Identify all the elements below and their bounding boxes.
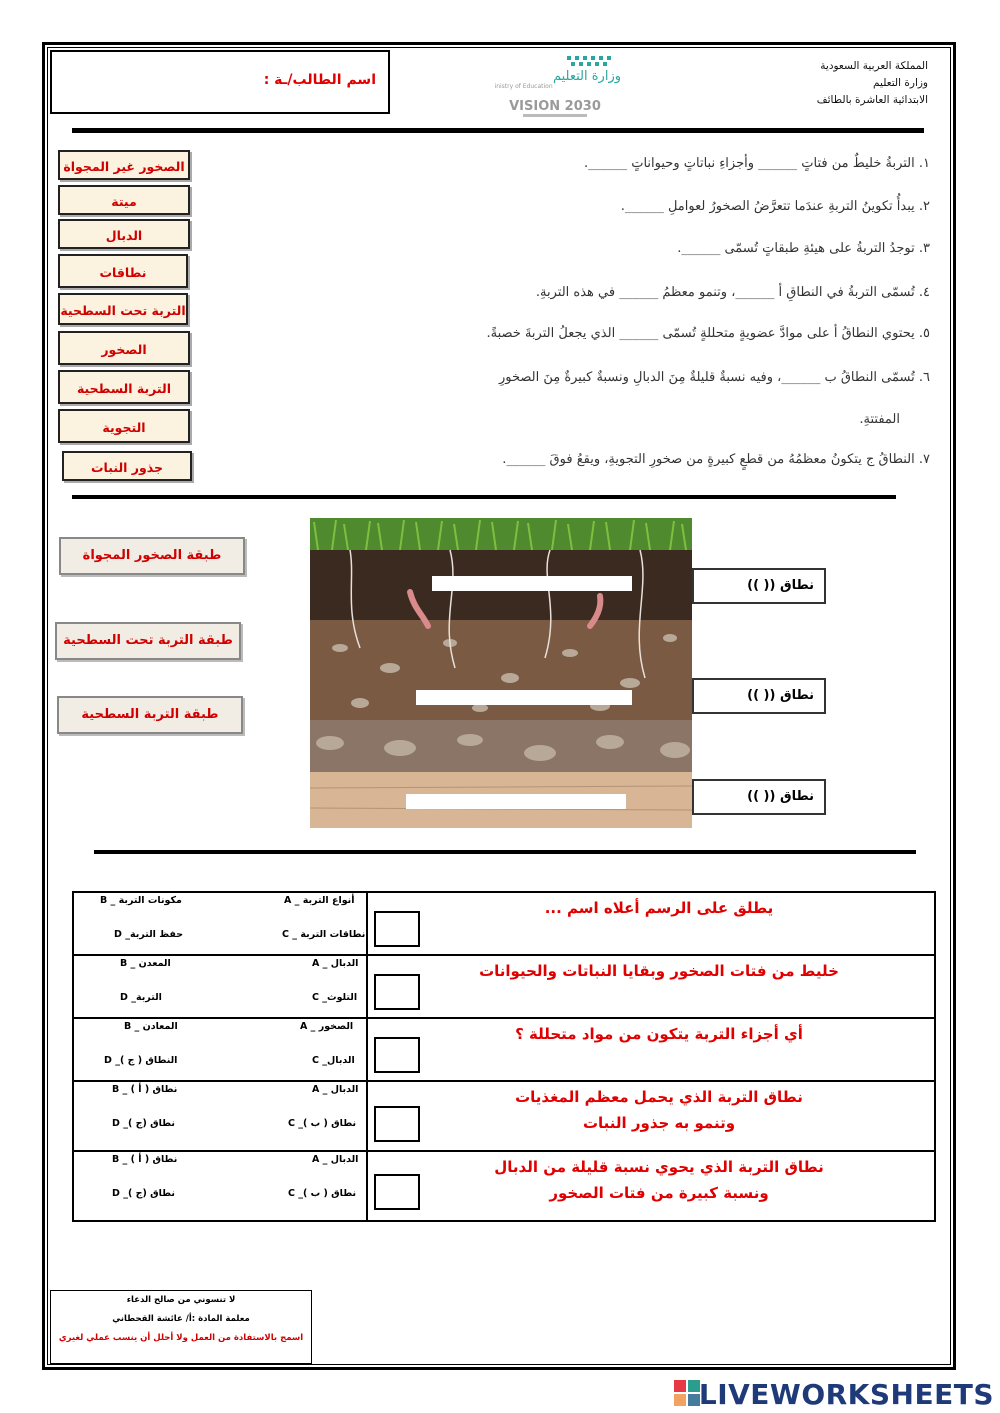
- option-b[interactable]: B _ المعادن: [124, 1021, 178, 1032]
- mcq-options: [73, 1151, 367, 1221]
- option-d[interactable]: D _حفظ التربة: [114, 929, 184, 940]
- layer-label-draggable[interactable]: طبقة التربة السطحية: [57, 696, 243, 734]
- word-bank-item[interactable]: جذور النبات: [62, 451, 192, 481]
- fill-question-5: ٥. يحتوي النطاقُ أ على موادَّ عضويةٍ متحللةٍ تُسمّى ______ الذي يجعلُ التربةَ خصبةً.: [486, 326, 930, 341]
- option-c[interactable]: C _التلوث: [312, 992, 358, 1003]
- mcq-row: [73, 1151, 935, 1221]
- logo-vision: VISION 2030: [509, 99, 601, 114]
- fill-question-2: ٢. يبدأُ تكوينُ التربةِ عندَما تتعرَّضُ الصخورُ لعواملِ ______.: [620, 199, 930, 214]
- fill-question-6-cont: المفتتةِ.: [859, 412, 900, 427]
- mcq-question-cell: [367, 1151, 935, 1221]
- answer-box[interactable]: [374, 1174, 420, 1210]
- student-name-box[interactable]: [50, 50, 390, 114]
- header-school-info: [817, 58, 928, 109]
- layer-label-draggable[interactable]: طبقة الصخور المجواة: [59, 537, 245, 575]
- mcq-options: [73, 892, 367, 955]
- mcq-question-cell: [367, 1018, 935, 1081]
- teacher-footer: [50, 1290, 312, 1364]
- mcq-row: [73, 955, 935, 1018]
- option-a[interactable]: A _ أنواع التربة: [284, 895, 355, 906]
- fill-question-7: ٧. النطاقُ ج يتكونُ معظمُهُ من قطعٍ كبيرةٍ من صخورِ التجويةِ، ويقعُ فوقَ ______.: [502, 452, 930, 467]
- word-bank-item[interactable]: التربة تحت السطحية: [58, 293, 188, 325]
- option-c[interactable]: C _الدبال: [312, 1055, 355, 1066]
- kingdom-text: المملكة العربية السعودية: [820, 60, 928, 72]
- word-bank-item[interactable]: الصخور: [58, 331, 190, 365]
- footer-dua: لا تنسوني من صالح الدعاء: [126, 1295, 236, 1305]
- zone-label-c[interactable]: نطاق (( )): [692, 779, 826, 815]
- liveworksheets-logo-icon: [674, 1380, 700, 1406]
- divider-1: [72, 128, 924, 133]
- mcq-question-cell: [367, 1081, 935, 1151]
- logo-ministry-en: Ministry of Education: [495, 83, 553, 90]
- answer-box[interactable]: [374, 1037, 420, 1073]
- word-bank-item[interactable]: الدبال: [58, 219, 190, 249]
- ministry-logo: [495, 52, 630, 122]
- word-bank-item[interactable]: الصخور غير المجواة: [58, 150, 190, 180]
- option-c[interactable]: C _نطاق ( ب ): [288, 1188, 357, 1199]
- mcq-question-cell: [367, 892, 935, 955]
- answer-blank-zone-c[interactable]: [406, 794, 626, 809]
- mcq-row: [73, 1081, 935, 1151]
- word-bank-item[interactable]: نطاقات: [58, 254, 188, 288]
- mcq-question: أي أجزاء التربة يتكون من مواد متحللة ؟: [515, 1025, 803, 1043]
- mcq-options: [73, 955, 367, 1018]
- fill-question-1: ١. التربةُ خليطٌ من فتاتٍ ______ وأجزاءِ نباتاتٍ وحيواناتٍ ______.: [583, 156, 930, 171]
- divider-2: [72, 495, 896, 499]
- option-c[interactable]: C _ نطاقات التربة: [282, 929, 366, 940]
- option-a[interactable]: A _ الدبال: [312, 958, 359, 969]
- option-b[interactable]: B _ المعدن: [120, 958, 171, 969]
- answer-box[interactable]: [374, 974, 420, 1010]
- answer-blank-zone-a[interactable]: [432, 576, 632, 591]
- logo-ministry-ar: وزارة التعليم: [552, 69, 622, 84]
- ministry-text: وزارة التعليم: [873, 77, 928, 89]
- mcq-table: [72, 891, 936, 1222]
- option-a[interactable]: A _ الدبال: [312, 1084, 359, 1095]
- option-d[interactable]: D _التربة: [120, 992, 162, 1003]
- option-a[interactable]: A _ الصخور: [300, 1021, 354, 1032]
- option-d[interactable]: D _نطاق (ج ): [112, 1118, 175, 1129]
- mcq-row: [73, 892, 935, 955]
- soil-profile-image: [310, 518, 692, 828]
- option-d[interactable]: D _النطاق ( ج ): [104, 1055, 178, 1066]
- fill-question-3: ٣. توجدُ التربةُ على هيئةِ طبقاتٍ تُسمّى ______.: [677, 241, 930, 256]
- student-name-label: اسم الطالب/ـة :: [263, 72, 376, 88]
- fill-question-6: ٦. تُسمّى النطاقُ ب ______، وفيه نسبةٌ قليلةٌ مِنَ الدبالِ ونسبةٌ كبيرةٌ مِنَ الصخورِ: [498, 370, 930, 385]
- footer-teacher: معلمة المادة :أ/ عائشة القحطاني: [112, 1314, 250, 1324]
- layer-label-draggable[interactable]: طبقة التربة تحت السطحية: [55, 622, 241, 660]
- option-b[interactable]: B _ نطاق ( أ ): [112, 1084, 178, 1095]
- option-d[interactable]: D _نطاق (ج ): [112, 1188, 175, 1199]
- mcq-options: [73, 1018, 367, 1081]
- mcq-question: نطاق التربة الذي يحوي نسبة قليلة من الدبال ونسبة كبيرة من فتات الصخور: [494, 1158, 824, 1202]
- divider-3: [94, 850, 916, 854]
- mcq-question: يطلق على الرسم أعلاه اسم ...: [544, 899, 774, 917]
- option-a[interactable]: A _ الدبال: [312, 1154, 359, 1165]
- option-c[interactable]: C _نطاق ( ب ): [288, 1118, 357, 1129]
- word-bank-item[interactable]: ميتة: [58, 185, 190, 215]
- mcq-question: نطاق التربة الذي يحمل معظم المغذيات وتنمو به جذور النبات: [515, 1088, 803, 1132]
- mcq-question: خليط من فتات الصخور وبقايا النباتات والحيوانات: [479, 962, 839, 980]
- zone-label-a[interactable]: نطاق (( )): [692, 568, 826, 604]
- answer-blank-zone-b[interactable]: [416, 690, 632, 705]
- word-bank-item[interactable]: التجوية: [58, 409, 190, 443]
- mcq-row: [73, 1018, 935, 1081]
- mcq-question-cell: [367, 955, 935, 1018]
- school-text: الابتدائية العاشرة بالطائف: [816, 94, 928, 106]
- option-b[interactable]: B _ نطاق ( أ ): [112, 1154, 178, 1165]
- fill-question-4: ٤. تُسمّى التربةُ في النطاقِ أ ______، وتنمو معظمُ ______ في هذه التربةِ.: [535, 285, 930, 300]
- option-b[interactable]: B _ مكونات التربة: [100, 895, 182, 906]
- zone-label-b[interactable]: نطاق (( )): [692, 678, 826, 714]
- mcq-options: [73, 1081, 367, 1151]
- liveworksheets-brand[interactable]: LIVEWORKSHEETS: [698, 1378, 994, 1411]
- footer-permission: اسمح بالاستفادة من العمل ولا أحلل أن ينسب عملي لغيري: [58, 1333, 304, 1343]
- word-bank-item[interactable]: التربة السطحية: [58, 370, 190, 404]
- answer-box[interactable]: [374, 1106, 420, 1142]
- answer-box[interactable]: [374, 911, 420, 947]
